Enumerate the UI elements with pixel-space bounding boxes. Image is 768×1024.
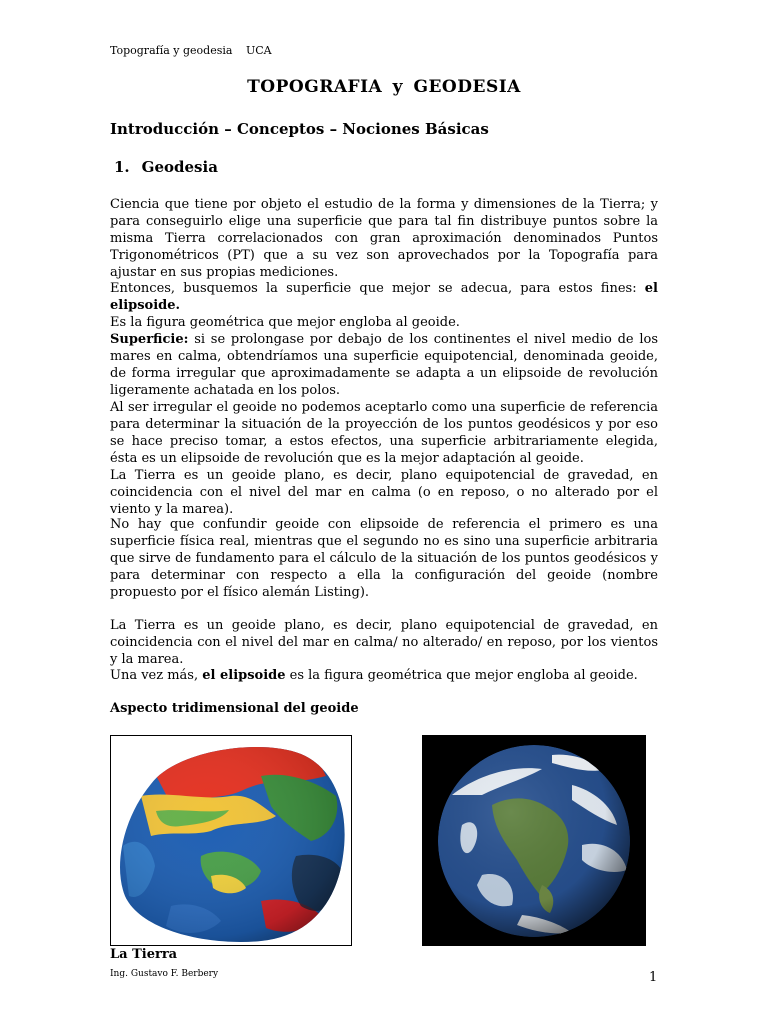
paragraph-summary	[110, 667, 658, 684]
bold-term: el elipsoide.	[110, 281, 658, 313]
header-institution: UCA	[245, 44, 272, 57]
section-title: Geodesia	[141, 158, 218, 176]
page-header	[110, 44, 272, 57]
figure-caption: Aspecto tridimensional del geoide	[110, 701, 359, 716]
document-subtitle: Introducción – Conceptos – Nociones Básicas	[110, 120, 489, 138]
section-number: 1.	[114, 158, 130, 176]
text-run: es la figura geométrica que mejor engloba al geoide.	[285, 668, 638, 683]
text-run: Entonces, busquemos la superficie que mejor se adecua, para estos fines:	[110, 281, 645, 296]
paragraph-text: Ciencia que tiene por objeto el estudio de la forma y dimensiones de la Tierra; y para conseguirlo elige una superficie que para tal fin distribuye puntos sobre la misma Tierra correlacionados con gran aproximación denominados Puntos Trigonométricos (PT) que a su vez son aprovechados por la Topografía para ajustar en sus propias mediciones.	[110, 197, 658, 280]
image-label: La Tierra	[110, 947, 178, 962]
paragraph-text	[110, 667, 658, 684]
text-run: Una vez más,	[110, 668, 203, 683]
header-course: Topografía y geodesia	[110, 44, 233, 57]
paragraph-text: No hay que confundir geoide con elipsoide de referencia el primero es una superficie física real, mientras que el segundo no es sino una superficie arbitraria que sirve de fundamento para el cálculo de la situación de los puntos geodésicos y para determinar con respecto a ella la configuración del geoide (nombre propuesto por el físico alemán Listing).	[110, 517, 658, 600]
earth-image	[422, 735, 646, 946]
bold-term: el elipsoide	[202, 668, 286, 683]
paragraph-geoid-vs-ellipsoid	[110, 516, 658, 601]
paragraph-earth-geoid	[110, 617, 658, 668]
paragraph-definition	[110, 196, 658, 281]
page-number: 1	[649, 970, 658, 985]
footer-author: Ing. Gustavo F. Berbery	[110, 969, 219, 979]
geoid-image	[110, 735, 352, 946]
section-heading	[114, 158, 218, 176]
paragraph-text	[110, 331, 658, 399]
geoid-illustration-icon	[111, 736, 351, 945]
paragraph-text: Es la figura geométrica que mejor engloba al geoide.	[110, 315, 460, 330]
paragraph-text	[110, 280, 658, 314]
bold-label: Superficie:	[110, 332, 189, 347]
paragraph-ellipsoid	[110, 280, 658, 399]
paragraph-reference-surface	[110, 399, 658, 518]
paragraph-text: La Tierra es un geoide plano, es decir, plano equipotencial de gravedad, en coincidencia con el nivel del mar en calma (o en reposo, o no alterado por el viento y la marea).	[110, 468, 658, 517]
paragraph-text: La Tierra es un geoide plano, es decir, plano equipotencial de gravedad, en coincidencia con el nivel del mar en calma/ no alterado/ en reposo, por los vientos y la marea.	[110, 618, 658, 667]
earth-photo-icon	[422, 735, 646, 946]
document-title: TOPOGRAFIA y GEODESIA	[247, 77, 521, 97]
text-run: si se prolongase por debajo de los continentes el nivel medio de los mares en calma, obtendríamos una superficie equipotencial, denominada geoide, de forma irregular que aproximadamente se adapta a un elipsoide de revolución ligeramente achatada en los polos.	[110, 332, 658, 398]
paragraph-text: Al ser irregular el geoide no podemos aceptarlo como una superficie de referencia para determinar la situación de la proyección de los puntos geodésicos y por eso se hace preciso tomar, a estos efectos, una superficie arbitrariamente elegida, ésta es un elipsoide de revolución que es la mejor adaptación al geoide.	[110, 400, 658, 466]
